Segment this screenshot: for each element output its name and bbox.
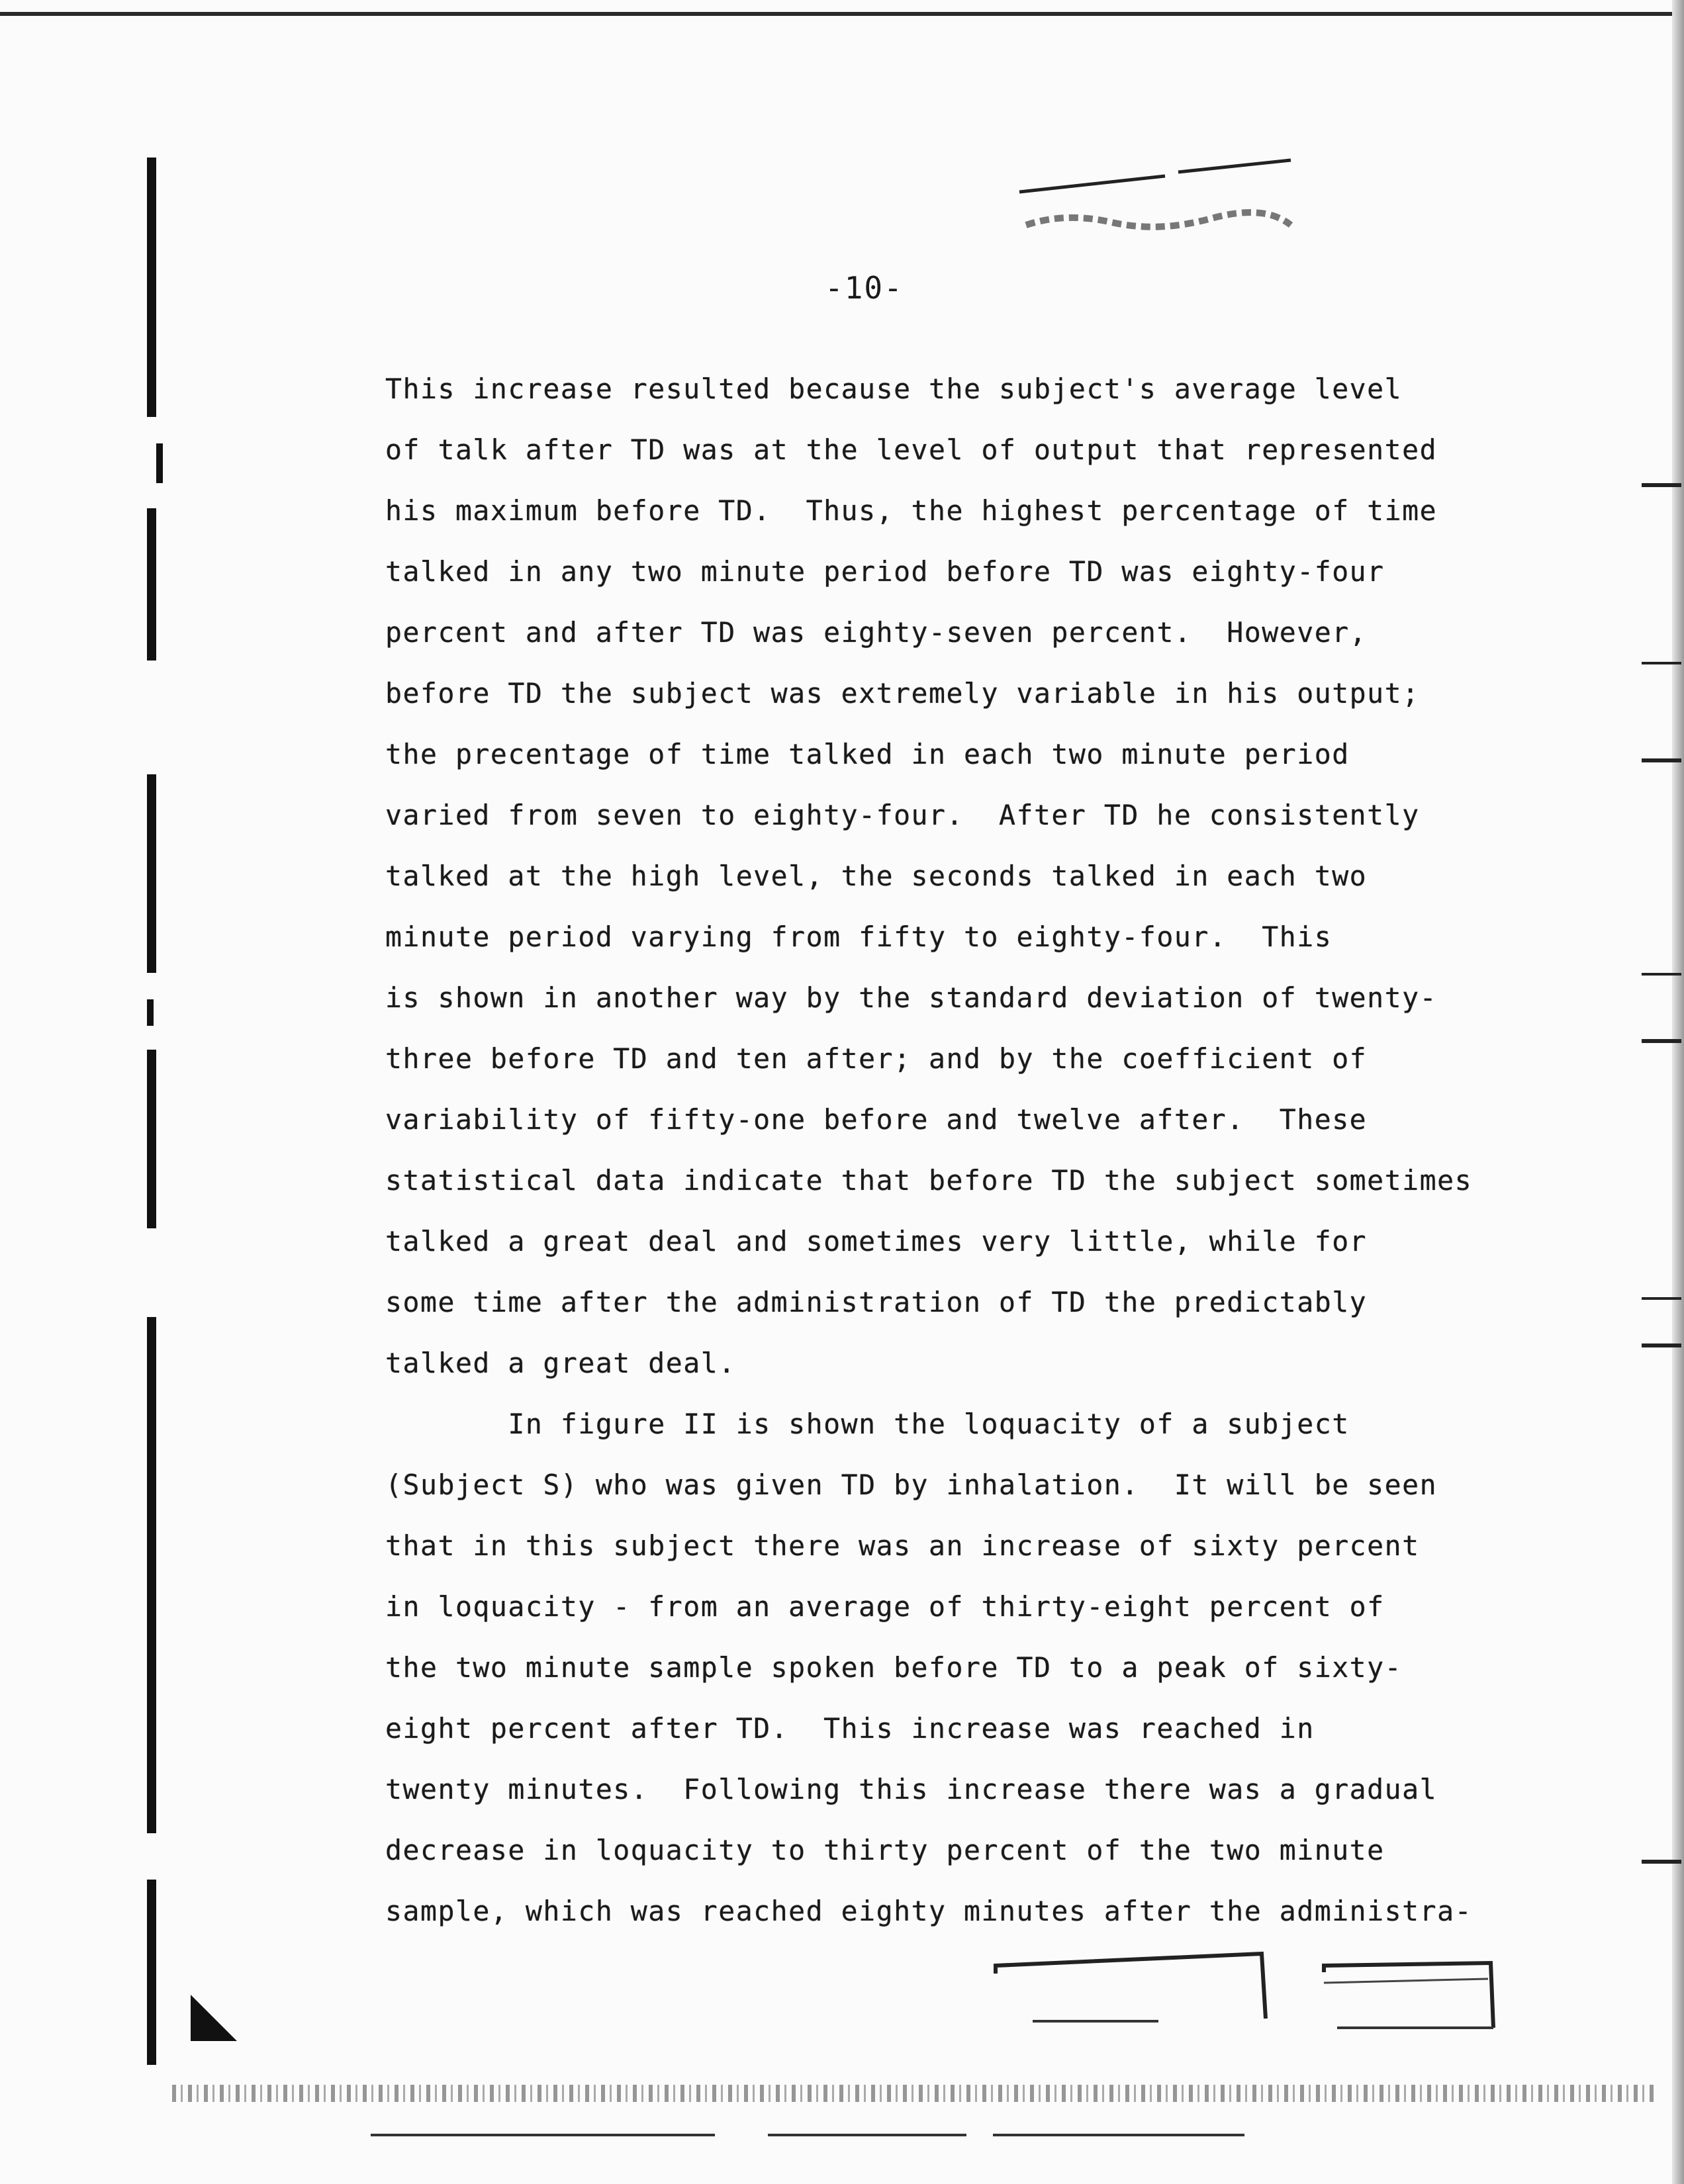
- text-line: before TD the subject was extremely variable in his output;: [385, 677, 1420, 709]
- body-text: [385, 359, 1550, 1942]
- text-line: three before TD and ten after; and by the coefficient of: [385, 1042, 1368, 1075]
- text-line: varied from seven to eighty-four. After TD he consistently: [385, 799, 1420, 831]
- corner-triangle-mark: [187, 1992, 240, 2045]
- text-line: in loquacity - from an average of thirty-eight percent of: [385, 1590, 1385, 1623]
- binder-mark: [156, 443, 163, 483]
- text-line: his maximum before TD. Thus, the highest percentage of time: [385, 494, 1438, 527]
- text-line: some time after the administration of TD the predictably: [385, 1286, 1368, 1318]
- text-line: (Subject S) who was given TD by inhalation. It will be seen: [385, 1469, 1438, 1501]
- text-line: twenty minutes. Following this increase there was a gradual: [385, 1773, 1438, 1805]
- text-line: that in this subject there was an increase of sixty percent: [385, 1529, 1420, 1562]
- text-line: talked at the high level, the seconds talked in each two: [385, 860, 1368, 892]
- binder-mark: [147, 1050, 156, 1228]
- footer-dash: [371, 2134, 715, 2136]
- margin-mark: [1642, 973, 1681, 976]
- margin-mark: [1642, 1297, 1681, 1300]
- text-line: minute period varying from fifty to eighty-four. This: [385, 921, 1333, 953]
- binder-mark: [147, 158, 156, 417]
- text-line: decrease in loquacity to thirty percent of the two minute: [385, 1834, 1385, 1866]
- text-line: sample, which was reached eighty minutes after the administra-: [385, 1895, 1473, 1927]
- text-line: talked in any two minute period before TD was eighty-four: [385, 555, 1385, 588]
- margin-mark: [1642, 1343, 1681, 1347]
- page-number: -10-: [825, 270, 904, 306]
- margin-mark: [1642, 758, 1681, 762]
- text-line: This increase resulted because the subject's average level: [385, 373, 1403, 405]
- footer-dash: [768, 2134, 966, 2136]
- footer-dash: [993, 2134, 1244, 2136]
- binder-mark: [147, 1880, 156, 2065]
- stamp-mark: [1013, 152, 1357, 258]
- margin-mark: [1642, 1860, 1681, 1864]
- text-line: eight percent after TD. This increase was reached in: [385, 1712, 1315, 1745]
- text-line: In figure II is shown the loquacity of a subject: [385, 1408, 1350, 1440]
- margin-mark: [1642, 662, 1681, 664]
- text-line: variability of fifty-one before and twelve after. These: [385, 1103, 1368, 1136]
- text-line: talked a great deal.: [385, 1347, 736, 1379]
- text-line: the precentage of time talked in each two minute period: [385, 738, 1350, 770]
- text-line: percent and after TD was eighty-seven percent. However,: [385, 616, 1368, 649]
- binder-mark: [147, 999, 154, 1026]
- text-line: of talk after TD was at the level of output that represented: [385, 433, 1438, 466]
- text-line: statistical data indicate that before TD the subject sometimes: [385, 1164, 1473, 1197]
- binder-mark: [147, 1317, 156, 1833]
- margin-mark: [1642, 483, 1681, 487]
- margin-mark: [1642, 1039, 1681, 1043]
- scan-noise-strip: [172, 2085, 1655, 2102]
- text-line: the two minute sample spoken before TD to a peak of sixty-: [385, 1651, 1403, 1684]
- page-edge-shadow: [1672, 0, 1684, 2184]
- bottom-box-marks: [993, 1939, 1509, 2032]
- text-line: talked a great deal and sometimes very little, while for: [385, 1225, 1368, 1257]
- binder-mark: [147, 508, 156, 660]
- binder-mark: [147, 774, 156, 973]
- top-rule: [0, 12, 1684, 16]
- text-line: is shown in another way by the standard deviation of twenty-: [385, 981, 1438, 1014]
